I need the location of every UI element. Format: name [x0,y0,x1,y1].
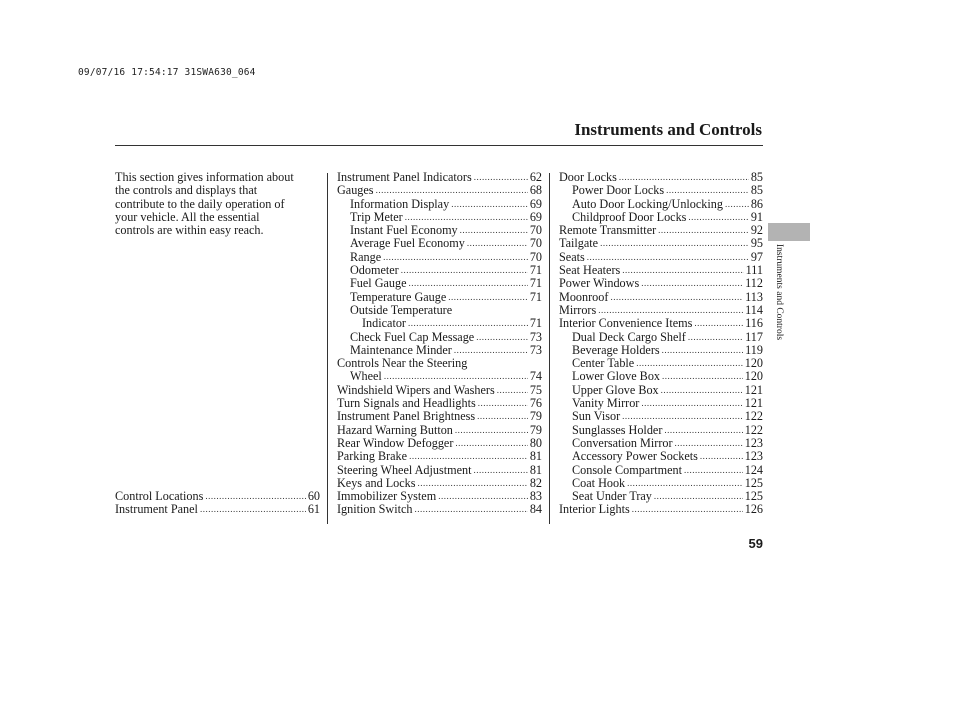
toc-entry[interactable]: Interior Lights ..... 126 [559,503,763,516]
toc-entry[interactable]: Rear Window Defogger ..... 80 [337,437,542,450]
toc-entry[interactable]: Seat Under Tray ..... 125 [559,490,763,503]
toc-entry[interactable]: Keys and Locks ..... 82 [337,477,542,490]
toc-entry[interactable]: Temperature Gauge ..... 71 [337,291,542,304]
toc-entry[interactable]: Center Table ..... 120 [559,357,763,370]
toc-entry[interactable]: Childproof Door Locks ..... 91 [559,211,763,224]
toc-entry[interactable]: Instrument Panel Brightness ..... 79 [337,410,542,423]
toc-entry[interactable]: Gauges ..... 68 [337,184,542,197]
toc-entry[interactable]: Hazard Warning Button ..... 79 [337,424,542,437]
toc-entry[interactable]: Seats ..... 97 [559,251,763,264]
toc-entry[interactable]: Remote Transmitter ..... 92 [559,224,763,237]
toc-entry[interactable]: Mirrors ..... 114 [559,304,763,317]
print-timestamp: 09/07/16 17:54:17 31SWA630_064 [78,67,256,78]
toc-entry-continued[interactable]: Controls Near the Steering [337,356,468,371]
toc-entry[interactable]: Steering Wheel Adjustment ..... 81 [337,464,542,477]
toc-entry[interactable]: Sun Visor ..... 122 [559,410,763,423]
toc-entry[interactable]: Parking Brake ..... 81 [337,450,542,463]
toc-entry[interactable]: Console Compartment ..... 124 [559,464,763,477]
toc-entry[interactable]: Tailgate ..... 95 [559,237,763,250]
toc-entry[interactable]: Beverage Holders ..... 119 [559,344,763,357]
section-thumb-tab [768,223,810,241]
column-divider [327,173,328,524]
toc-entry[interactable]: Check Fuel Cap Message ..... 73 [337,331,542,344]
toc-entry[interactable]: Fuel Gauge ..... 71 [337,277,542,290]
intro-text [115,171,320,237]
title-rule [115,145,763,146]
toc-entry[interactable]: Range ..... 70 [337,251,542,264]
toc-entry[interactable]: Information Display ..... 69 [337,198,542,211]
toc-entry[interactable]: Moonroof ..... 113 [559,291,763,304]
toc-entry[interactable]: Dual Deck Cargo Shelf ..... 117 [559,331,763,344]
toc-entry[interactable]: Control Locations ..... 60 [115,490,320,503]
toc-entry[interactable]: Immobilizer System ..... 83 [337,490,542,503]
toc-entry[interactable]: Seat Heaters ..... 111 [559,264,763,277]
toc-entry[interactable]: Instrument Panel ..... 61 [115,503,320,516]
column-divider [549,173,550,524]
toc-entry[interactable]: Vanity Mirror ..... 121 [559,397,763,410]
toc-entry[interactable]: Upper Glove Box ..... 121 [559,384,763,397]
toc-entry[interactable]: Wheel ..... 74 [337,370,542,383]
toc-entry[interactable]: Interior Convenience Items ..... 116 [559,317,763,330]
toc-entry[interactable]: Odometer ..... 71 [337,264,542,277]
toc-entry[interactable]: Power Windows ..... 112 [559,277,763,290]
toc-entry[interactable]: Maintenance Minder ..... 73 [337,344,542,357]
toc-entry-continued[interactable]: Outside Temperature [350,302,453,317]
toc-entry[interactable]: Door Locks ..... 85 [559,171,763,184]
toc-entry[interactable]: Instant Fuel Economy ..... 70 [337,224,542,237]
intro-paragraph: This section gives information about the controls and displays that contribute to the daily operation of your vehicle. All the essential controls are within easy reach. [115,170,294,238]
toc-entry[interactable]: Power Door Locks ..... 85 [559,184,763,197]
toc-entry[interactable]: Auto Door Locking/Unlocking ..... 86 [559,198,763,211]
toc-entry[interactable]: Trip Meter ..... 69 [337,211,542,224]
toc-entry[interactable]: Sunglasses Holder ..... 122 [559,424,763,437]
toc-column-2 [337,171,542,517]
toc-entry[interactable]: Indicator ..... 71 [337,317,542,330]
toc-entry[interactable]: Average Fuel Economy ..... 70 [337,237,542,250]
side-tab-label: Instruments and Controls [774,244,784,341]
toc-entry[interactable]: Instrument Panel Indicators ..... 62 [337,171,542,184]
toc-column-1 [115,490,320,517]
toc-entry[interactable]: Accessory Power Sockets ..... 123 [559,450,763,463]
section-title: Instruments and Controls [574,120,762,139]
toc-entry[interactable]: Lower Glove Box ..... 120 [559,370,763,383]
toc-entry[interactable]: Coat Hook ..... 125 [559,477,763,490]
toc-entry[interactable]: Conversation Mirror ..... 123 [559,437,763,450]
toc-entry[interactable]: Turn Signals and Headlights ..... 76 [337,397,542,410]
page-number: 59 [748,536,763,551]
toc-entry[interactable]: Windshield Wipers and Washers ..... 75 [337,384,542,397]
toc-entry[interactable]: Ignition Switch ..... 84 [337,503,542,516]
toc-column-3 [559,171,763,517]
